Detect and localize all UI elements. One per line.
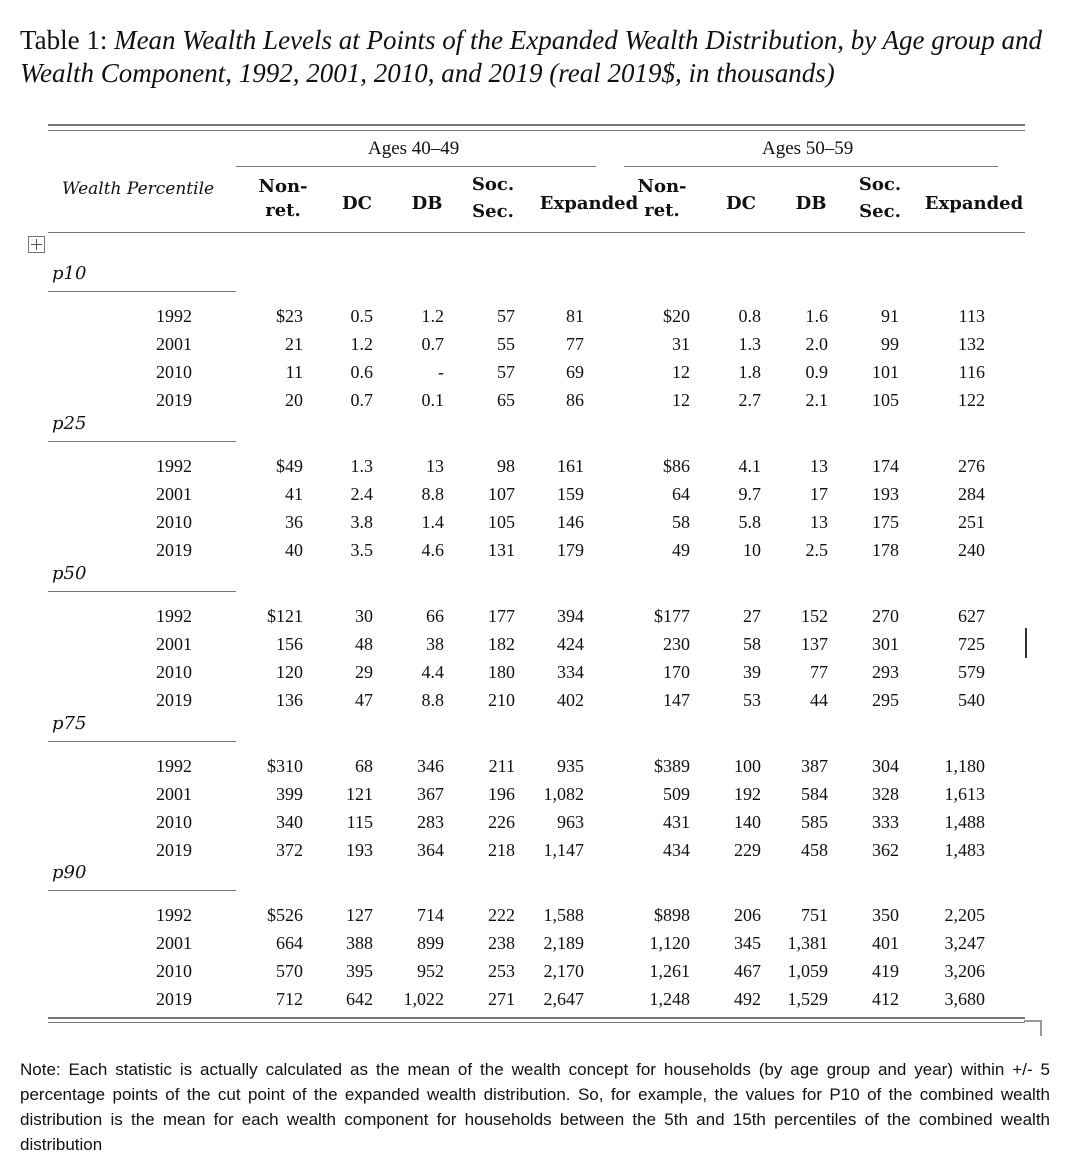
table-cell: 64	[672, 484, 690, 504]
table-cell: 4.4	[421, 662, 444, 682]
table-cell: -	[438, 362, 444, 382]
section-rule	[48, 890, 236, 891]
table-cell: 218	[488, 840, 515, 860]
table-cell: 401	[872, 933, 899, 953]
table-cell: 41	[285, 484, 303, 504]
table-cell: 0.7	[350, 390, 373, 410]
column-header: Soc.	[471, 174, 515, 195]
table-cell: 57	[497, 306, 515, 326]
table-cell: 3,680	[944, 989, 985, 1009]
table-cell: 161	[557, 456, 584, 476]
table-cell: $389	[654, 756, 690, 776]
table-cell: 136	[276, 690, 303, 710]
table-cell: 8.8	[421, 690, 444, 710]
table-cell: 1,022	[403, 989, 444, 1009]
table-cell: 48	[355, 634, 373, 654]
table-cell: 1,613	[944, 784, 985, 804]
section-rule	[48, 591, 236, 592]
table-cell: 1.3	[350, 456, 373, 476]
table-cell: 3.8	[350, 512, 373, 532]
table-cell: 1,261	[649, 961, 690, 981]
caption-title: Mean Wealth Levels at Points of the Expanded Wealth Distribution, by Age group and Wealth Component, 1992, 2001, 2010, and 2019 (real 2019$, in thousands)	[20, 25, 1042, 88]
table-cell: 175	[872, 512, 899, 532]
table-cell: 1,488	[944, 812, 985, 832]
table-cell: 105	[872, 390, 899, 410]
table-cell: 39	[743, 662, 761, 682]
table-cell: 36	[285, 512, 303, 532]
section-rule	[48, 741, 236, 742]
row-year: 2001	[156, 784, 192, 804]
table-cell: 38	[426, 634, 444, 654]
table-cell: 31	[672, 334, 690, 354]
row-year: 1992	[156, 606, 192, 626]
table-cell: 156	[276, 634, 303, 654]
table-cell: 178	[872, 540, 899, 560]
table-cell: 0.9	[805, 362, 828, 382]
table-cell: 86	[566, 390, 584, 410]
bottom-rule	[48, 1017, 1025, 1019]
table-cell: 1,529	[787, 989, 828, 1009]
table-cell: 1.2	[350, 334, 373, 354]
table-cell: 132	[958, 334, 985, 354]
table-cell: 540	[958, 690, 985, 710]
table-cell: 1.2	[421, 306, 444, 326]
table-cell: 0.6	[350, 362, 373, 382]
table-cell: 424	[557, 634, 584, 654]
table-cell: 434	[663, 840, 690, 860]
group-label-ages-50-59: Ages 50–59	[762, 138, 854, 159]
table-cell: 193	[872, 484, 899, 504]
table-cell: $898	[654, 905, 690, 925]
table-cell: 304	[872, 756, 899, 776]
table-cell: 210	[488, 690, 515, 710]
table-cell: 2,170	[543, 961, 584, 981]
table-cell: 395	[346, 961, 373, 981]
table-cell: 1,588	[543, 905, 584, 925]
table-cell: 2,647	[543, 989, 584, 1009]
table-cell: 122	[958, 390, 985, 410]
table-cell: 1.6	[805, 306, 828, 326]
text-cursor	[1025, 628, 1027, 658]
column-header: Non-	[258, 176, 308, 197]
table-cell: 27	[743, 606, 761, 626]
row-year: 2019	[156, 840, 192, 860]
table-cell: 174	[872, 456, 899, 476]
table-cell: 98	[497, 456, 515, 476]
table-cell: 1.3	[738, 334, 761, 354]
table-cell: 0.5	[350, 306, 373, 326]
table-cell: 346	[417, 756, 444, 776]
table-cell: 113	[958, 306, 985, 326]
row-year: 2001	[156, 933, 192, 953]
table-cell: 1,483	[944, 840, 985, 860]
table-cell: 328	[872, 784, 899, 804]
table-cell: 283	[417, 812, 444, 832]
row-year: 2001	[156, 484, 192, 504]
row-year: 2019	[156, 989, 192, 1009]
table-cell: 77	[810, 662, 828, 682]
table-cell: 627	[958, 606, 985, 626]
table-cell: 1,147	[543, 840, 584, 860]
table-cell: 13	[426, 456, 444, 476]
table-cell: 350	[872, 905, 899, 925]
table-cell: 230	[663, 634, 690, 654]
table-cell: 2,189	[543, 933, 584, 953]
row-year: 2010	[156, 812, 192, 832]
table-cell: 584	[801, 784, 828, 804]
table-cell: 177	[488, 606, 515, 626]
table-cell: 101	[872, 362, 899, 382]
table-cell: 44	[810, 690, 828, 710]
table-note: Note: Each statistic is actually calculated as the mean of the wealth concept for households (by age group and year) within +/- 5 percentage points of the cut point of the expanded wealth distribution. So, for example, the values for P10 of the combined wealth distribution is the mean for each wealth component for households between the 5th and 15th percentiles of the combined wealth distribution	[20, 1060, 1050, 1154]
top-rule	[48, 130, 1025, 131]
table-cell: 55	[497, 334, 515, 354]
table-cell: 179	[557, 540, 584, 560]
row-year: 2019	[156, 390, 192, 410]
section-label: p90	[52, 862, 87, 883]
row-year: 2010	[156, 512, 192, 532]
section-rule	[48, 441, 236, 442]
table-cell: 77	[566, 334, 584, 354]
table-cell: 251	[958, 512, 985, 532]
table-cell: 0.8	[738, 306, 761, 326]
table-cell: 0.1	[421, 390, 444, 410]
table-cell: 2.1	[805, 390, 828, 410]
row-year: 1992	[156, 456, 192, 476]
table-cell: 270	[872, 606, 899, 626]
table-cell: 105	[488, 512, 515, 532]
table-cell: 147	[663, 690, 690, 710]
table-cell: 1,248	[649, 989, 690, 1009]
table-cell: 388	[346, 933, 373, 953]
table-cell: 412	[872, 989, 899, 1009]
table-cell: $49	[276, 456, 303, 476]
column-header: Soc.	[858, 174, 902, 195]
table-cell: 2.7	[738, 390, 761, 410]
section-rule	[48, 291, 236, 292]
row-year: 2019	[156, 540, 192, 560]
section-label: p10	[52, 263, 87, 284]
table-cell: 81	[566, 306, 584, 326]
table-cell: 65	[497, 390, 515, 410]
table-cell: $121	[267, 606, 303, 626]
table-cell: 30	[355, 606, 373, 626]
table-cell: 21	[285, 334, 303, 354]
table-cell: 1.8	[738, 362, 761, 382]
table-cell: 402	[557, 690, 584, 710]
table-move-handle-icon[interactable]	[28, 236, 45, 253]
table-cell: 196	[488, 784, 515, 804]
table-cell: 1,059	[787, 961, 828, 981]
bottom-rule	[48, 1022, 1025, 1023]
section-label: p25	[52, 413, 87, 434]
table-cell: 712	[276, 989, 303, 1009]
table-cell: 1,180	[944, 756, 985, 776]
table-cell: 12	[672, 362, 690, 382]
table-cell: 419	[872, 961, 899, 981]
table-cell: 952	[417, 961, 444, 981]
column-header: Sec.	[472, 201, 514, 222]
table-cell: 127	[346, 905, 373, 925]
table-cell: 29	[355, 662, 373, 682]
table-cell: 211	[488, 756, 515, 776]
table-cell: 0.7	[421, 334, 444, 354]
table-cell: $177	[654, 606, 690, 626]
table-cell: 1,082	[543, 784, 584, 804]
table-cell: 4.1	[738, 456, 761, 476]
table-cell: 152	[801, 606, 828, 626]
table-cell: 664	[276, 933, 303, 953]
table-cell: 2.4	[350, 484, 373, 504]
table-cell: 333	[872, 812, 899, 832]
table-cell: 725	[958, 634, 985, 654]
table-cell: 107	[488, 484, 515, 504]
table-cell: 9.7	[738, 484, 761, 504]
table-cell: $86	[663, 456, 690, 476]
table-cell: 131	[488, 540, 515, 560]
column-header: Expanded	[924, 193, 1024, 214]
table-cell: 192	[734, 784, 761, 804]
table-cell: 120	[276, 662, 303, 682]
table-cell: 116	[958, 362, 985, 382]
table-cell: 240	[958, 540, 985, 560]
table-cell: 68	[355, 756, 373, 776]
table-cell: 146	[557, 512, 584, 532]
table-cell: 387	[801, 756, 828, 776]
table-cell: 2,205	[944, 905, 985, 925]
table-resize-handle-icon[interactable]	[1024, 1020, 1042, 1036]
table-cell: 170	[663, 662, 690, 682]
table-cell: 3,247	[944, 933, 985, 953]
column-header: ret.	[644, 200, 680, 221]
header-rule	[48, 232, 1025, 233]
table-cell: 3.5	[350, 540, 373, 560]
table-cell: 13	[810, 512, 828, 532]
table-cell: 367	[417, 784, 444, 804]
table-cell: $526	[267, 905, 303, 925]
row-year: 2019	[156, 690, 192, 710]
table-cell: 159	[557, 484, 584, 504]
table-cell: $23	[276, 306, 303, 326]
table-cell: 115	[346, 812, 373, 832]
table-cell: 509	[663, 784, 690, 804]
table-cell: 47	[355, 690, 373, 710]
table-cell: 2.5	[805, 540, 828, 560]
table-cell: 4.6	[421, 540, 444, 560]
table-cell: 301	[872, 634, 899, 654]
section-label: p75	[52, 713, 87, 734]
table-cell: 121	[346, 784, 373, 804]
table-cell: 394	[557, 606, 584, 626]
table-cell: 20	[285, 390, 303, 410]
table-cell: 8.8	[421, 484, 444, 504]
table-cell: 399	[276, 784, 303, 804]
row-year: 1992	[156, 306, 192, 326]
caption-prefix: Table 1:	[20, 25, 115, 55]
table-cell: 140	[734, 812, 761, 832]
table-cell: 69	[566, 362, 584, 382]
table-cell: 137	[801, 634, 828, 654]
table-cell: 362	[872, 840, 899, 860]
group-rule	[236, 166, 596, 167]
column-header: ret.	[265, 200, 301, 221]
table-cell: 3,206	[944, 961, 985, 981]
column-header: DC	[342, 193, 372, 214]
table-cell: 238	[488, 933, 515, 953]
table-cell: 57	[497, 362, 515, 382]
table-cell: 49	[672, 540, 690, 560]
table-cell: 182	[488, 634, 515, 654]
column-header: Expanded	[539, 193, 639, 214]
table-cell: 585	[801, 812, 828, 832]
table-cell: 40	[285, 540, 303, 560]
top-rule	[48, 124, 1025, 126]
table-cell: 935	[557, 756, 584, 776]
table-cell: 340	[276, 812, 303, 832]
table-cell: 271	[488, 989, 515, 1009]
table-cell: 226	[488, 812, 515, 832]
table-cell: 13	[810, 456, 828, 476]
column-header: Sec.	[859, 201, 901, 222]
row-header-wealth-percentile: Wealth Percentile	[62, 179, 215, 199]
table-cell: 91	[881, 306, 899, 326]
table-cell: 431	[663, 812, 690, 832]
table-cell: 334	[557, 662, 584, 682]
table-cell: 570	[276, 961, 303, 981]
column-header: DB	[795, 193, 827, 214]
group-label-ages-40-49: Ages 40–49	[368, 138, 460, 159]
table-cell: 751	[801, 905, 828, 925]
table-cell: 345	[734, 933, 761, 953]
table-cell: 1.4	[421, 512, 444, 532]
table-cell: 2.0	[805, 334, 828, 354]
table-cell: 963	[557, 812, 584, 832]
row-year: 2010	[156, 362, 192, 382]
table-cell: 579	[958, 662, 985, 682]
table-cell: 5.8	[738, 512, 761, 532]
table-cell: 66	[426, 606, 444, 626]
table-cell: 10	[743, 540, 761, 560]
table-cell: 17	[810, 484, 828, 504]
table-cell: 276	[958, 456, 985, 476]
table-cell: $20	[663, 306, 690, 326]
table-cell: 253	[488, 961, 515, 981]
table-cell: 222	[488, 905, 515, 925]
table-cell: 364	[417, 840, 444, 860]
table-cell: 295	[872, 690, 899, 710]
table-cell: 642	[346, 989, 373, 1009]
table-caption	[20, 24, 1060, 90]
table-cell: 100	[734, 756, 761, 776]
table-cell: 180	[488, 662, 515, 682]
column-header: Non-	[637, 176, 687, 197]
row-year: 2010	[156, 662, 192, 682]
table-cell: $310	[267, 756, 303, 776]
row-year: 1992	[156, 756, 192, 776]
table-cell: 293	[872, 662, 899, 682]
table-cell: 193	[346, 840, 373, 860]
table-cell: 1,381	[787, 933, 828, 953]
table-cell: 53	[743, 690, 761, 710]
row-year: 2010	[156, 961, 192, 981]
table-cell: 206	[734, 905, 761, 925]
column-header: DC	[726, 193, 756, 214]
section-label: p50	[52, 563, 87, 584]
table-cell: 492	[734, 989, 761, 1009]
row-year: 1992	[156, 905, 192, 925]
table-cell: 372	[276, 840, 303, 860]
group-rule	[624, 166, 998, 167]
table-cell: 99	[881, 334, 899, 354]
table-cell: 58	[743, 634, 761, 654]
table-cell: 899	[417, 933, 444, 953]
table-cell: 458	[801, 840, 828, 860]
table-cell: 714	[417, 905, 444, 925]
row-year: 2001	[156, 634, 192, 654]
table-cell: 12	[672, 390, 690, 410]
row-year: 2001	[156, 334, 192, 354]
table-cell: 229	[734, 840, 761, 860]
table-cell: 284	[958, 484, 985, 504]
table-cell: 1,120	[649, 933, 690, 953]
table-cell: 11	[285, 362, 303, 382]
table-cell: 467	[734, 961, 761, 981]
column-header: DB	[411, 193, 443, 214]
table-cell: 58	[672, 512, 690, 532]
